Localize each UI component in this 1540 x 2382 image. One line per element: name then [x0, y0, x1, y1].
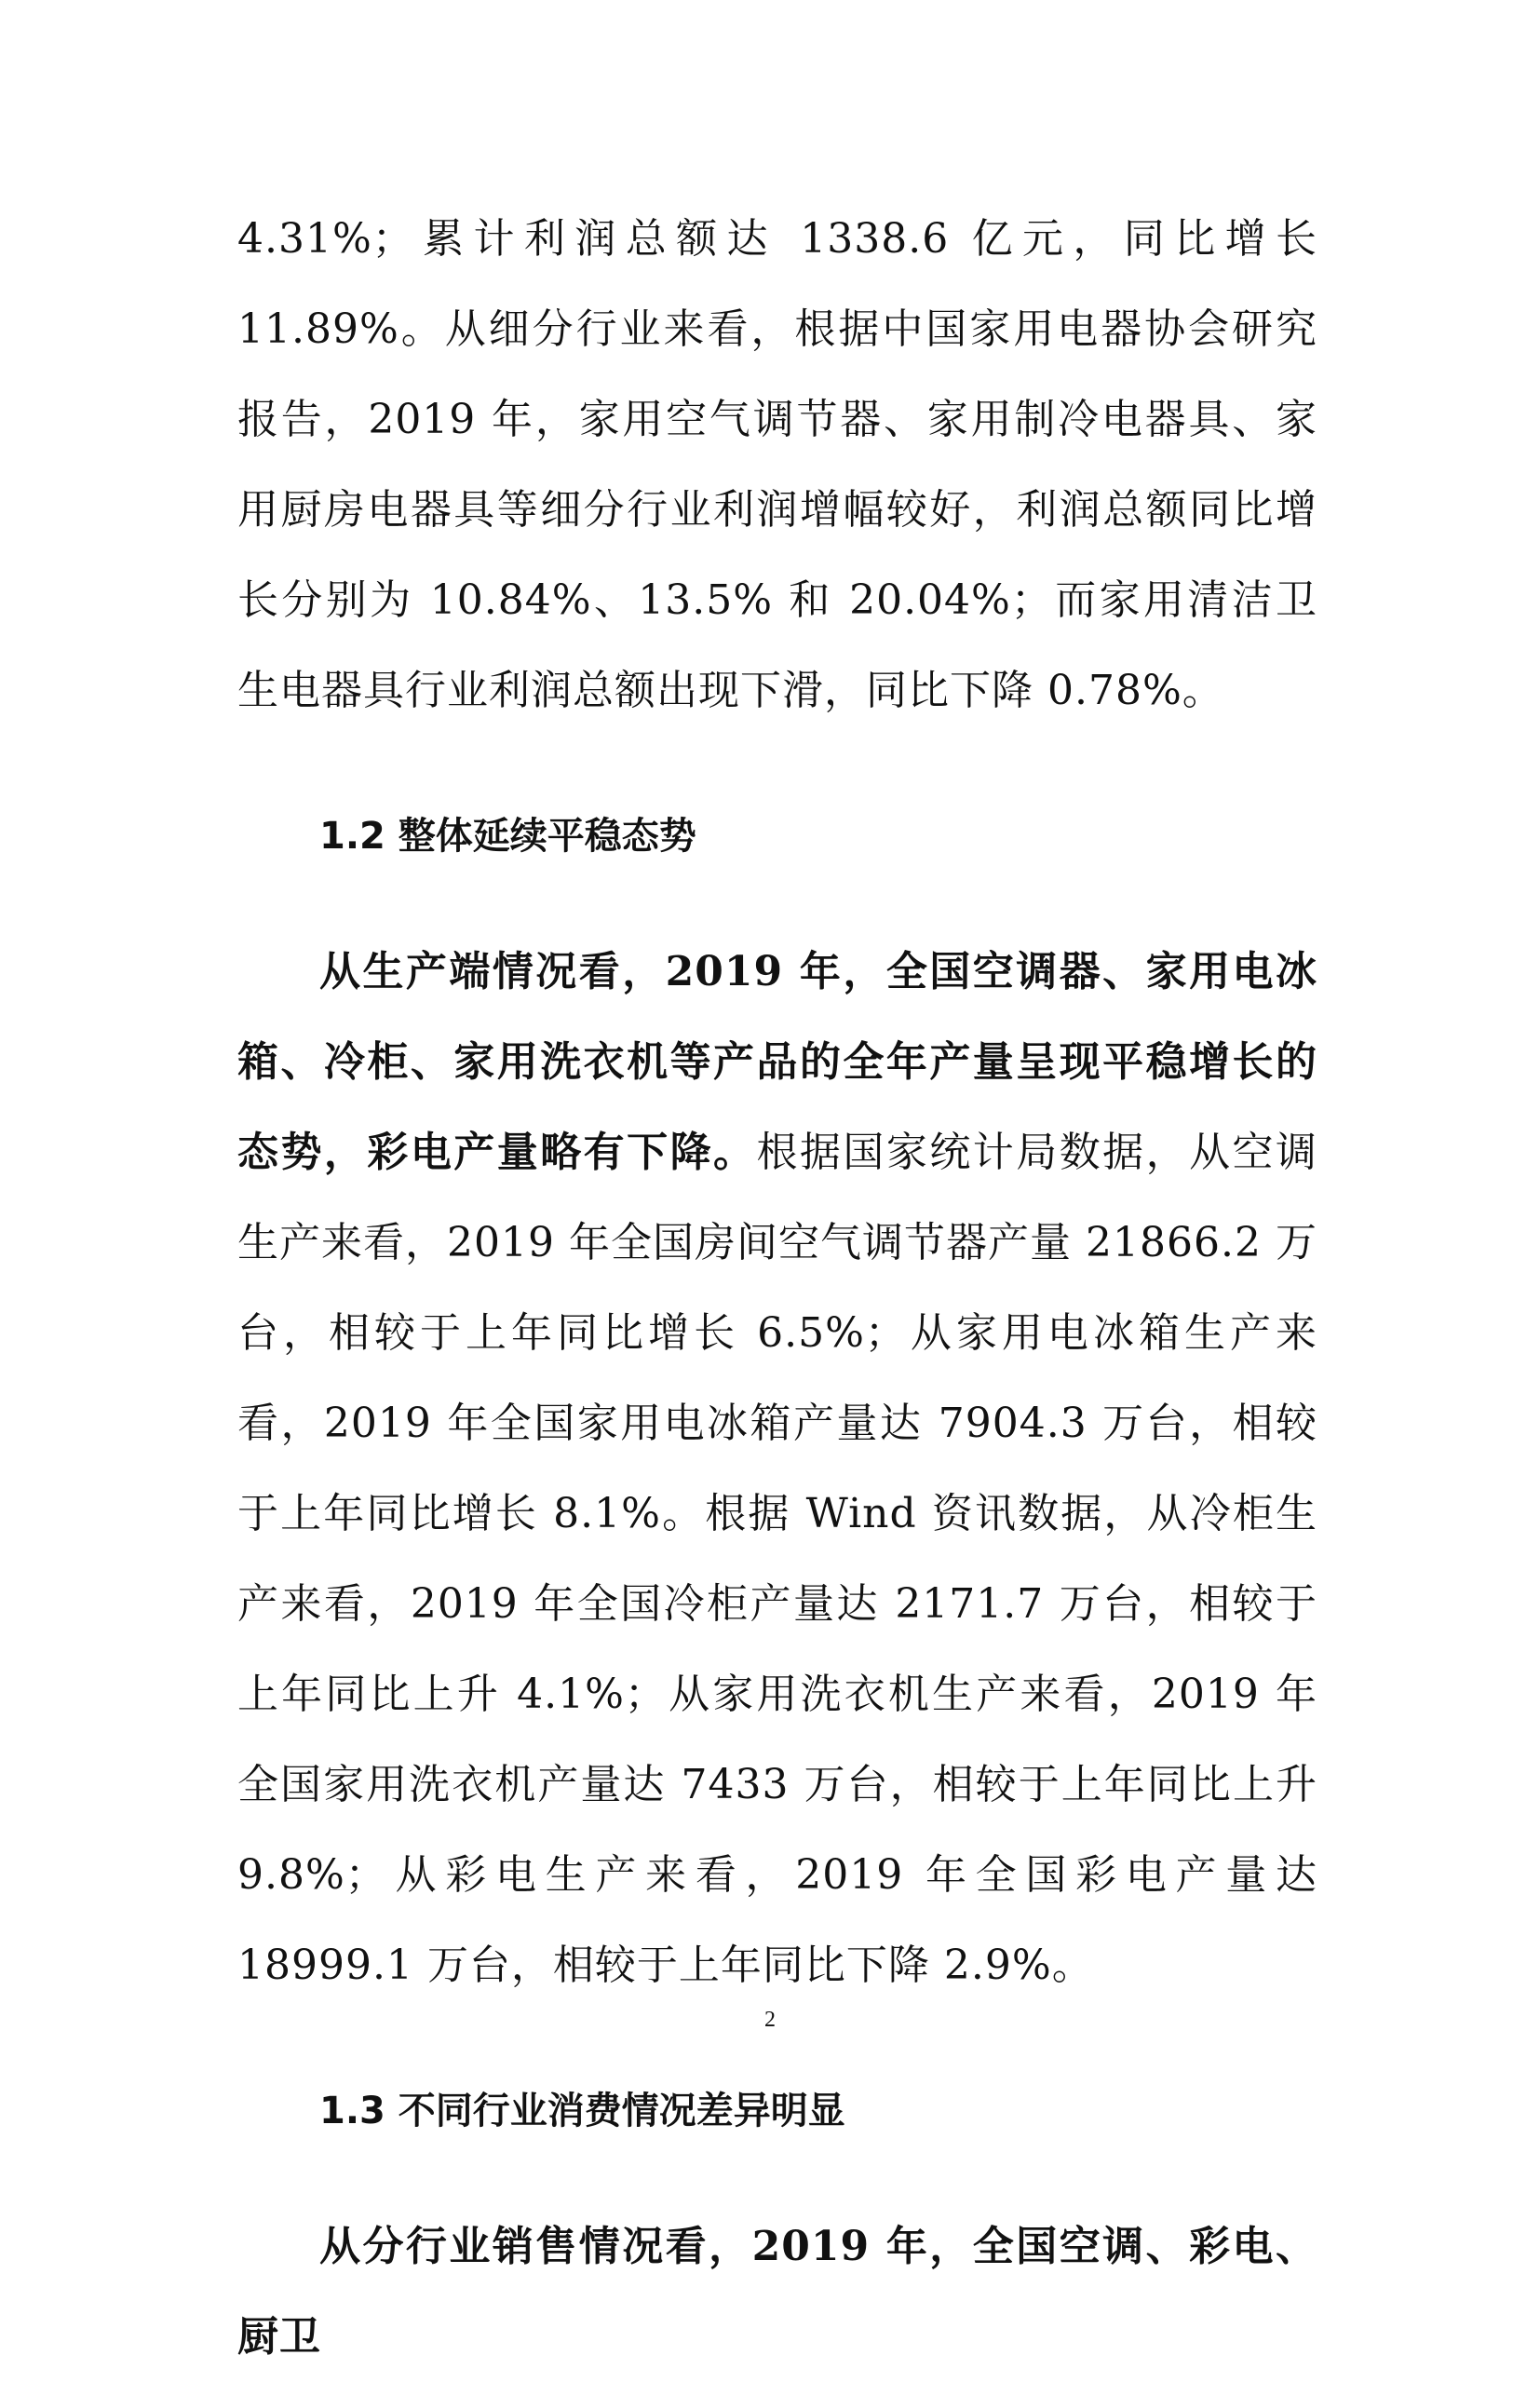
page-number: 2 — [764, 2008, 776, 2032]
spacer — [237, 882, 1317, 927]
section-heading-1-2: 1.2 整体延续平稳态势 — [319, 815, 696, 858]
spacer — [237, 2157, 1317, 2201]
spacer — [237, 736, 1317, 792]
paragraph-lead-bold: 从生产端情况看，2019 年，全国空调器、家用电冰箱、冷柜、家用洗衣机等产品的全年产量呈现平稳增长的态势，彩电产量略有下降。 — [237, 948, 1317, 1176]
page-content — [237, 194, 1317, 2382]
body-paragraph-continued: 4.31%；累计利润总额达 1338.6 亿元，同比增长 11.89%。从细分行业来看，根据中国家用电器协会研究报告，2019 年，家用空气调节器、家用制冷电器具、家用厨房电器具等细分行业利润增幅较好，利润总额同比增长分别为 10.84%、13.5% 和 20.04%；而家用清洁卫生电器具行业利润总额出现下滑，同比下降 0.78%。 — [237, 215, 1317, 714]
paragraph-lead-bold: 从分行业销售情况看，2019 年，全国空调、彩电、厨卫 — [237, 2223, 1317, 2361]
body-paragraph-sales — [237, 2201, 1317, 2382]
body-paragraph-production — [237, 927, 1317, 2010]
section-heading-1-3: 1.3 不同行业消费情况差异明显 — [319, 2090, 845, 2132]
paragraph-body-text: 根据国家统计局数据，从空调生产来看，2019 年全国房间空气调节器产量 21866.2 万台，相较于上年同比增长 6.5%；从家用电冰箱生产来看，2019 年全国家用电冰箱产量达 7904.3 万台，相较于上年同比增长 8.1%。根据 Wind 资讯数据，从冷柜生产来看，2019 年全国冷柜产量达 2171.7 万台，相较于上年同比上升 4.1%；从家用洗衣机生产来看，2019 年全国家用洗衣机产量达 7433 万台，相较于上年同比上升 9.8%；从彩电生产来看，2019 年全国彩电产量达 18999.1 万台，相较于上年同比下降 2.9%。 — [237, 1129, 1317, 1989]
